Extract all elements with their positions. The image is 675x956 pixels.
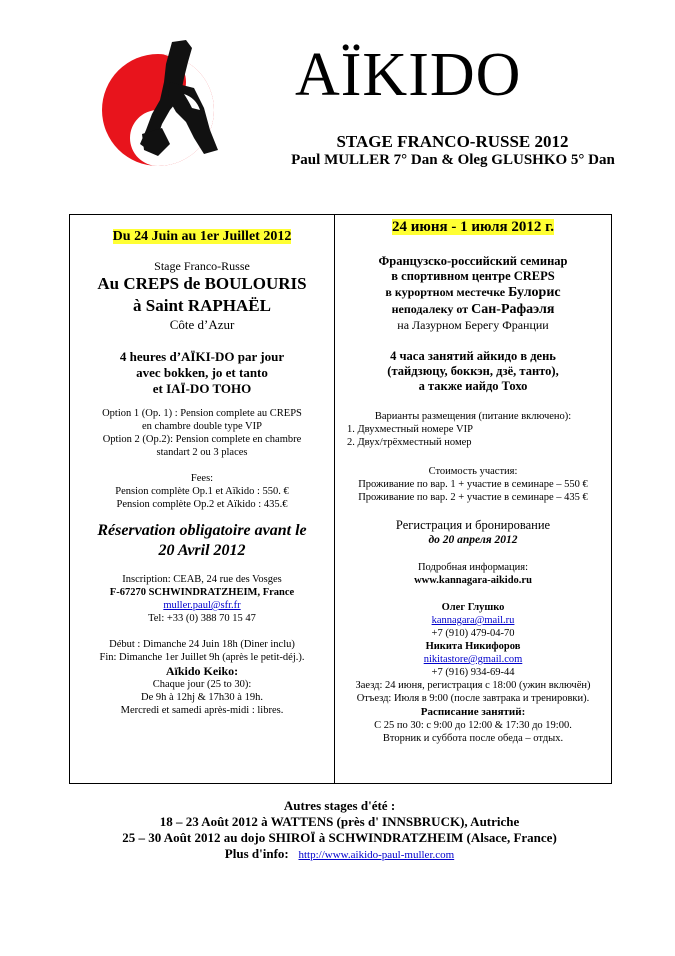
- ru-accommodation-1: 1. Двухместный номере VIP: [347, 424, 473, 435]
- ru-contact1-tel: +7 (910) 479-04-70: [431, 628, 515, 639]
- ru-accommodation-2: 2. Двух/трёхместный номер: [347, 437, 472, 448]
- ru-arrival: Заезд: 24 июня, регистрация с 18:00 (ужин включён): [355, 680, 591, 691]
- fr-venue1: Au CREPS de BOULOURIS: [97, 274, 307, 293]
- fr-keiko-3: Mercredi et samedi après-midi : libres.: [120, 705, 284, 716]
- fr-debut: Début : Dimanche 24 Juin 18h (Diner inclu): [109, 639, 295, 650]
- ru-cost-heading: Стоимость участия:: [428, 466, 518, 477]
- aikido-logo: [100, 38, 222, 170]
- fr-hours2: avec bokken, jo et tanto: [136, 365, 268, 380]
- fr-keiko-2: De 9h à 12hj & 17h30 à 19h.: [141, 692, 263, 703]
- ru-contact1-name: Олег Глушко: [441, 602, 505, 613]
- fr-option1b: en chambre double type VIP: [142, 421, 262, 432]
- ru-cost-1: Проживание по вар. 1 + участие в семинаре – 550 €: [358, 479, 588, 490]
- ru-hours-1: 4 часа занятий айкидо в день: [390, 349, 556, 363]
- fr-option2b: standart 2 ou 3 places: [156, 447, 248, 458]
- footer-stage-1: 18 – 23 Août 2012 à WATTENS (près d' INNSBRUCK), Autriche: [159, 814, 520, 829]
- fr-reservation-1: Réservation obligatoire avant le: [97, 522, 307, 539]
- ru-seminar-1: Французско-российский семинар: [378, 254, 568, 268]
- ru-accommodation: Варианты размещения (питание включено):: [374, 411, 572, 422]
- ru-schedule-heading: Расписание занятий:: [420, 706, 526, 718]
- ru-hours-2: (тайдзюцу, боккэн, дзё, танто),: [387, 364, 559, 378]
- ru-seminar-3a: в курортном местечке: [385, 285, 509, 299]
- fr-dates: Du 24 Juin au 1er Juillet 2012: [112, 229, 292, 244]
- page-title: AÏKIDO: [295, 41, 522, 109]
- footer-more-info: Plus d'info:: [224, 846, 289, 861]
- ru-contact2-email-link[interactable]: nikitastore@gmail.com: [423, 654, 523, 665]
- ru-info-heading: Подробная информация:: [417, 562, 529, 573]
- teachers-line: Paul MULLER 7° Dan & Oleg GLUSHKO 5° Dan: [291, 152, 615, 168]
- ru-contact2-name: Никита Никифоров: [425, 641, 521, 652]
- ru-cost-2: Проживание по вар. 2 + участие в семинаре – 435 €: [358, 492, 588, 503]
- ru-schedule-1: С 25 по 30: с 9:00 до 12:00 & 17:30 до 19:00.: [374, 720, 572, 731]
- russian-column: [339, 218, 607, 745]
- fr-keiko-1: Chaque jour (25 to 30):: [152, 679, 252, 690]
- fr-region: Côte d’Azur: [169, 317, 235, 332]
- ru-schedule-2: Вторник и суббота после обеда – отдых.: [382, 733, 564, 744]
- ru-registration: Регистрация и бронирование: [395, 518, 551, 532]
- footer: [69, 798, 610, 863]
- fr-reservation-2: 20 Avril 2012: [158, 542, 246, 559]
- fr-fee2: Pension complète Op.2 et Aïkido : 435.€: [116, 499, 288, 510]
- fr-city: F-67270 SCHWINDRATZHEIM, France: [109, 587, 295, 598]
- column-divider: [334, 214, 335, 784]
- footer-heading: Autres stages d'été :: [283, 798, 396, 813]
- footer-stage-2: 25 – 30 Août 2012 au dojo SHIROÏ à SCHWINDRATZHEIM (Alsace, France): [122, 830, 557, 845]
- ru-departure: Отъезд: Июля в 9:00 (после завтрака и тренировки).: [356, 693, 590, 704]
- fr-option2a: Option 2 (Op.2): Pension complete en chambre: [102, 434, 302, 445]
- fr-fee1: Pension complète Op.1 et Aïkido : 550. €: [115, 486, 289, 497]
- fr-option1a: Option 1 (Op. 1) : Pension complete au CREPS: [102, 408, 302, 419]
- fr-hours1: 4 heures d’AÏKI-DO par jour: [119, 349, 285, 364]
- french-column: [74, 228, 330, 717]
- ru-registration-deadline: до 20 апреля 2012: [428, 534, 518, 546]
- ru-seminar-4b: Сан-Рафаэля: [471, 302, 555, 317]
- fr-email-link[interactable]: muller.paul@sfr.fr: [163, 600, 241, 611]
- stage-subtitle: STAGE FRANCO-RUSSE 2012: [336, 132, 569, 151]
- fr-venue2: à Saint RAPHAËL: [133, 296, 271, 315]
- ru-contact1-email-link[interactable]: kannagara@mail.ru: [431, 615, 515, 626]
- ru-contact2-tel: +7 (916) 934-69-44: [431, 667, 515, 678]
- footer-url-link[interactable]: http://www.aikido-paul-muller.com: [298, 849, 455, 861]
- fr-stage: Stage Franco-Russe: [154, 259, 250, 273]
- ru-seminar-4a: неподалеку от: [391, 302, 472, 316]
- ru-hours-3: а также иайдо Тохо: [418, 379, 528, 393]
- ru-seminar-3b: Булорис: [508, 285, 561, 300]
- ru-website: www.kannagara-aikido.ru: [414, 575, 532, 586]
- ru-seminar-2: в спортивном центре CREPS: [391, 269, 555, 283]
- fr-fin: Fin: Dimanche 1er Juillet 9h (après le petit-déj.).: [99, 652, 305, 663]
- ru-seminar-5: на Лазурном Берегу Франции: [397, 318, 549, 332]
- fr-inscription: Inscription: CEAB, 24 rue des Vosges: [122, 574, 282, 585]
- fr-hours3: et IAÏ-DO TOHO: [152, 381, 252, 396]
- fr-tel: Tel: +33 (0) 388 70 15 47: [148, 613, 256, 624]
- fr-fees-label: Fees:: [190, 473, 214, 484]
- ru-dates: 24 июня - 1 июля 2012 г.: [392, 219, 554, 235]
- fr-keiko-heading: Aïkido Keiko:: [165, 664, 239, 678]
